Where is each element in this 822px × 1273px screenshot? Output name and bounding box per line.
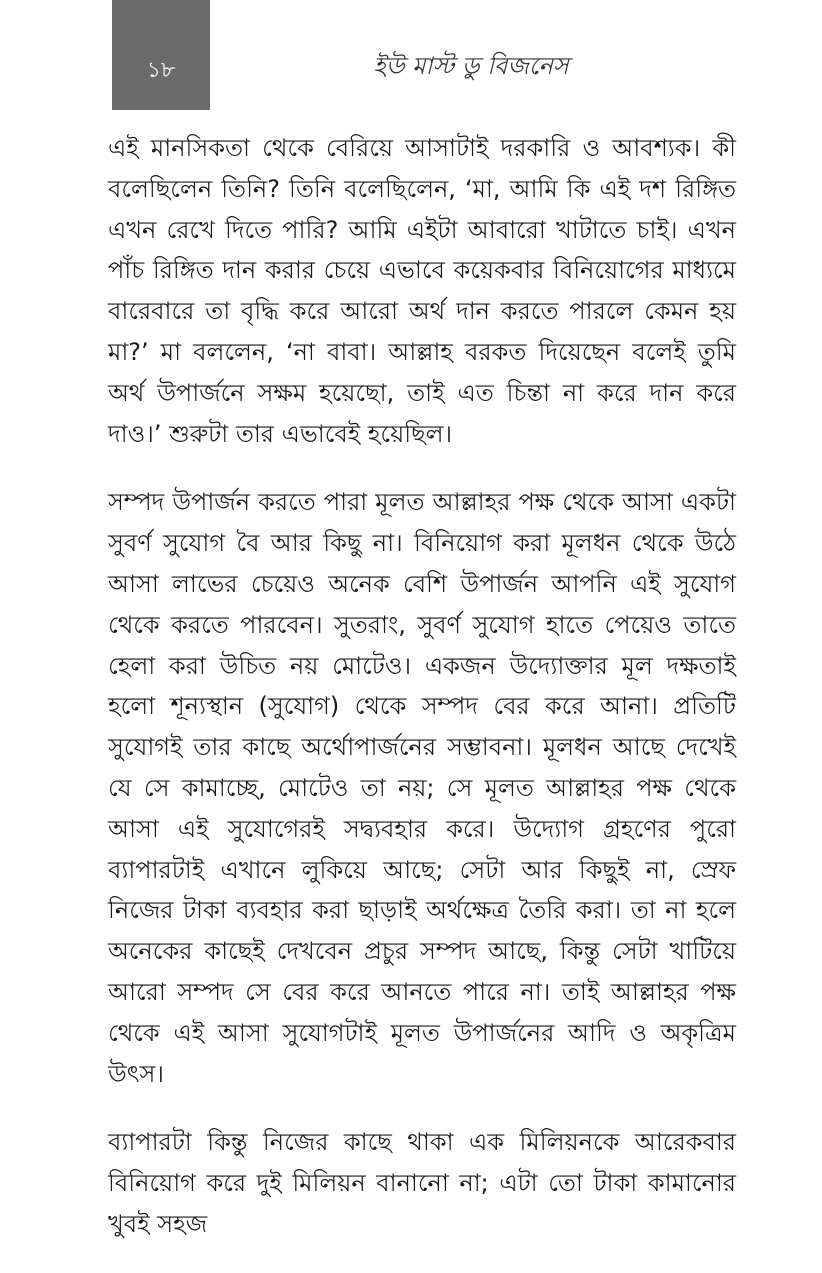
paragraph-3: ব্যাপারটা কিন্তু নিজের কাছে থাকা এক মিলিয়নকে আরেকবার বিনিয়োগ করে দুই মিলিয়ন বানানো না; এটা তো টাকা কামানোর খুবই সহজ [108,1128,736,1238]
paragraph-2: সম্পদ উপার্জন করতে পারা মূলত আল্লাহর পক্ষ থেকে আসা একটা সুবর্ণ সুযোগ বৈ আর কিছু না। বিনিয়োগ করা মূলধন থেকে উঠে আসা লাভের চেয়েও অনেক বেশি উপার্জন আপনি এই সুযোগ থেকে করতে পারবেন। সুতরাং, সুবর্ণ সুযোগ হাতে পেয়েও তাতে হেলা করা উচিত নয় মোটেও। একজন উদ্যোক্তার মূল দক্ষতাই হলো শূন্যস্থান (সুযোগ) থেকে সম্পদ বের করে আনা। প্রতিটি সুযোগই তার কাছে অর্থোপার্জনের সম্ভাবনা। মূলধন আছে দেখেই যে সে কামাচ্ছে, মোটেও তা নয়; সে মূলত আল্লাহর পক্ষ থেকে আসা এই সুযোগেরই সদ্ব্যবহার করে। উদ্যোগ গ্রহণের পুরো ব্যাপারটাই এখানে লুকিয়ে আছে; সেটা আর কিছুই না, স্রেফ নিজের টাকা ব্যবহার করা ছাড়াই অর্থক্ষেত্র তৈরি করা। তা না হলে অনেকের কাছেই দেখবেন প্রচুর সম্পদ আছে, কিন্তু সেটা খাটিয়ে আরো সম্পদ সে বের করে আনতে পারে না। তাই আল্লাহর পক্ষ থেকে এই আসা সুযোগটাই মূলত উপার্জনের আদি ও অকৃত্রিম উৎস। [108,488,736,1088]
page-number: ১৮ [146,57,176,83]
body-text [108,128,736,1273]
paragraph-1: এই মানসিকতা থেকে বেরিয়ে আসাটাই দরকারি ও আবশ্যক। কী বলেছিলেন তিনি? তিনি বলেছিলেন, ‘মা, আমি কি এই দশ রিঙ্গিত এখন রেখে দিতে পারি? আমি এইটা আবারো খাটাতে চাই। এখন পাঁচ রিঙ্গিত দান করার চেয়ে এভাবে কয়েকবার বিনিয়োগের মাধ্যমে বারেবারে তা বৃদ্ধি করে আরো অর্থ দান করতে পারলে কেমন হয় মা?’ মা বললেন, ‘না বাবা। আল্লাহ বরকত দিয়েছেন বলেই তুমি অর্থ উপার্জনে সক্ষম হয়েছো, তাই এত চিন্তা না করে দান করে দাও।’ শুরুটা তার এভাবেই হয়েছিল। [108,134,736,448]
running-title: ইউ মাস্ট ডু বিজনেস [373,52,569,80]
page-number-tab [112,0,210,110]
